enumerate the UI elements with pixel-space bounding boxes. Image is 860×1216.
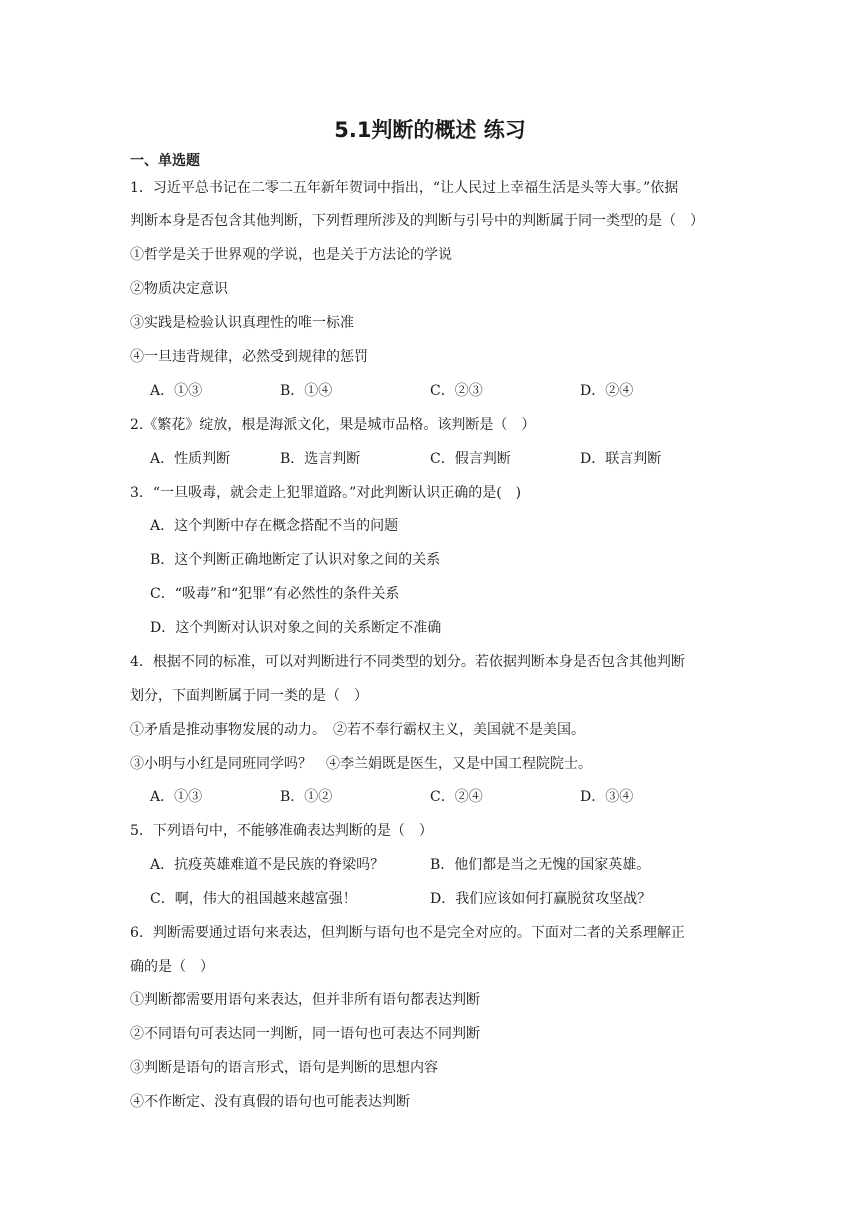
- q1-option-d: D．②④: [580, 383, 634, 399]
- q5-option-b: B．他们都是当之无愧的国家英雄。: [430, 857, 651, 873]
- q1-stem-line1: 1．习近平总书记在二零二五年新年贺词中指出，“让人民过上幸福生活是头等大事。”依据: [130, 180, 679, 196]
- q4-stem-line1: 4．根据不同的标准，可以对判断进行不同类型的划分。若依据判断本身是否包含其他判断: [130, 654, 685, 670]
- q4-statements-3-4: ③小明与小红是同班同学吗？ ④李兰娟既是医生，又是中国工程院院士。: [130, 756, 592, 772]
- page-title: 5.1判断的概述 练习: [334, 118, 526, 142]
- q3-option-a: A．这个判断中存在概念搭配不当的问题: [150, 518, 399, 534]
- q2-stem: 2.《繁花》绽放，根是海派文化，果是城市品格。该判断是（ ）: [130, 417, 536, 433]
- q1-statement-3: ③实践是检验认识真理性的唯一标准: [130, 315, 354, 331]
- section-heading: 一、单选题: [130, 153, 200, 169]
- q5-option-c: C．啊，伟大的祖国越来越富强！: [150, 891, 357, 907]
- q6-stem-line2: 确的是（ ）: [130, 959, 214, 975]
- q6-statement-3: ③判断是语句的语言形式，语句是判断的思想内容: [130, 1060, 438, 1076]
- q3-option-c: C．“吸毒”和“犯罪”有必然性的条件关系: [150, 586, 400, 602]
- q4-option-d: D．③④: [580, 789, 634, 805]
- q2-option-a: A．性质判断: [150, 451, 231, 467]
- q1-stem-line2: 判断本身是否包含其他判断，下列哲理所涉及的判断与引号中的判断属于同一类型的是（ ）: [130, 213, 704, 229]
- q6-statement-4: ④不作断定、没有真假的语句也可能表达判断: [130, 1094, 410, 1110]
- q4-stem-line2: 划分，下面判断属于同一类的是（ ）: [130, 688, 368, 704]
- q1-statement-4: ④一旦违背规律，必然受到规律的惩罚: [130, 349, 368, 365]
- q3-option-d: D．这个判断对认识对象之间的关系断定不准确: [150, 620, 442, 636]
- q3-stem: 3．“一旦吸毒，就会走上犯罪道路。”对此判断认识正确的是( ): [130, 485, 522, 501]
- q4-option-a: A．①③: [150, 789, 203, 805]
- q1-option-c: C．②③: [430, 383, 483, 399]
- q6-stem-line1: 6．判断需要通过语句来表达，但判断与语句也不是完全对应的。下面对二者的关系理解正: [130, 925, 685, 941]
- q6-statement-1: ①判断都需要用语句来表达，但并非所有语句都表达判断: [130, 992, 480, 1008]
- q5-option-a: A．抗疫英雄难道不是民族的脊梁吗？: [150, 857, 385, 873]
- q4-option-c: C．②④: [430, 789, 483, 805]
- q6-statement-2: ②不同语句可表达同一判断，同一语句也可表达不同判断: [130, 1026, 480, 1042]
- q5-stem: 5．下列语句中，不能够准确表达判断的是（ ）: [130, 823, 433, 839]
- q5-option-d: D．我们应该如何打赢脱贫攻坚战？: [430, 891, 652, 907]
- q2-option-d: D．联言判断: [580, 451, 662, 467]
- q1-statement-1: ①哲学是关于世界观的学说，也是关于方法论的学说: [130, 247, 452, 263]
- q4-statements-1-2: ①矛盾是推动事物发展的动力。 ②若不奉行霸权主义，美国就不是美国。: [130, 722, 585, 738]
- q1-statement-2: ②物质决定意识: [130, 281, 228, 297]
- q2-option-b: B．选言判断: [280, 451, 361, 467]
- q1-option-a: A．①③: [150, 383, 203, 399]
- q3-option-b: B．这个判断正确地断定了认识对象之间的关系: [150, 552, 441, 568]
- q2-option-c: C．假言判断: [430, 451, 511, 467]
- q1-option-b: B．①④: [280, 383, 333, 399]
- q4-option-b: B．①②: [280, 789, 333, 805]
